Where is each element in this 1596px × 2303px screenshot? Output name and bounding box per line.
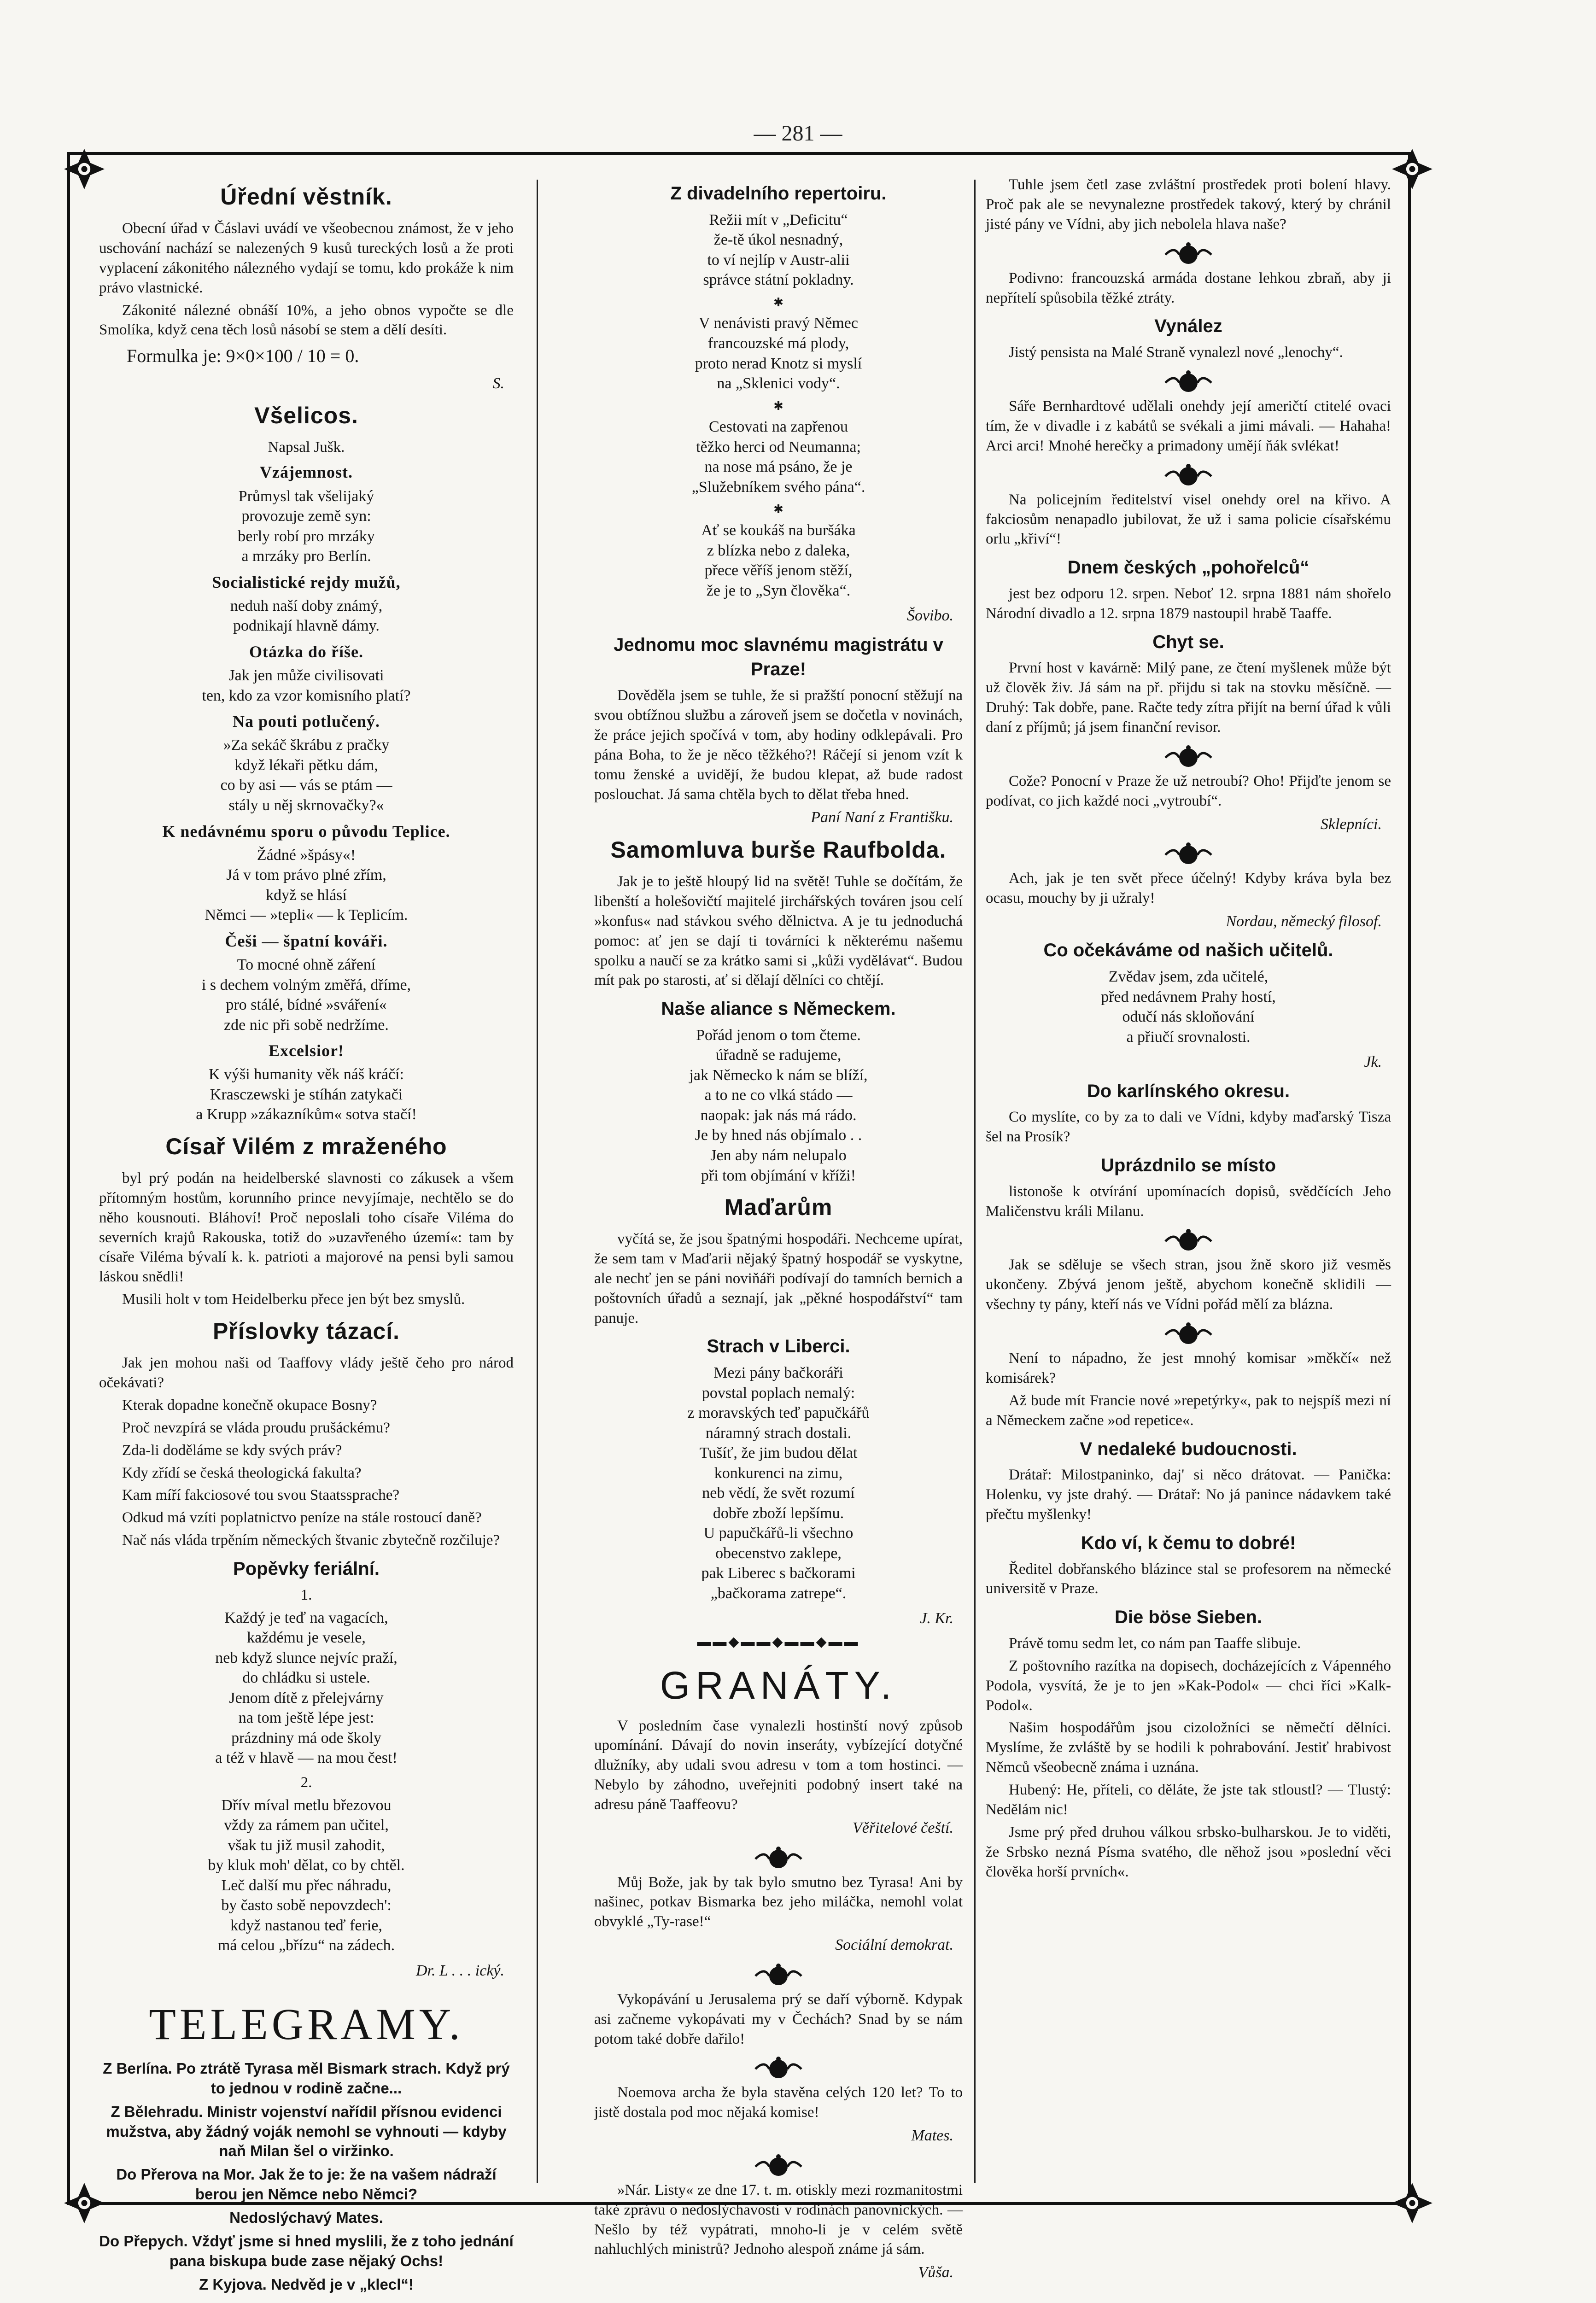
grenade-icon [746, 1845, 811, 1871]
section-title: Uprázdnilo se místo [1100, 1155, 1276, 1176]
grenade-icon [746, 1962, 811, 1988]
verse: K výši humanity věk náš kráčí: Krasczewski je stíhán zatykači a Krupp »zákazníkům« sotva stačí! [196, 1066, 417, 1123]
item-title: Na pouti potlučený. [232, 712, 380, 731]
paragraph: Proč nevzpírá se vláda proudu prušáckému? [122, 1419, 390, 1436]
paragraph: Vykopávání u Jerusalema prý se daří výborně. Kdypak asi začneme vykopávati my v Čechách? Snad by se nám potom také dobře dařilo! [594, 1991, 963, 2047]
paragraph: Kterak dopadne konečně okupace Bosny? [122, 1397, 377, 1414]
paragraph: listonoše k otvírání upomínacích dopisů, svědčících Jeho Maličenstvu králi Milanu. [986, 1183, 1391, 1220]
section-title: Samomluva burše Raufbolda. [610, 836, 947, 863]
section-title: Chyt se. [1152, 631, 1224, 652]
section-title: Příslovky tázací. [212, 1318, 400, 1344]
paragraph: vyčítá se, že jsou špatnými hospodáři. Nechceme upírat, že sem tam v Maďarii nějaký špatný hospodář se vyskytne, ale nechť jen se páni noviňáři podívají do tamních bernich a poštovních úřadů a seznají, jak „pěkné hospodářství“ tam panuje. [594, 1231, 963, 1327]
paragraph: Jistý pensista na Malé Straně vynalezl nové „lenochy“. [1009, 344, 1343, 361]
verse: Jak jen může civilisovati ten, kdo za vzor komisního platí? [202, 667, 411, 704]
paragraph: Jak je to ještě hloupý lid na světě! Tuhle se dočítám, že libenští a holešovičtí majitelé jirchářských továren jsou celí »konfus« nad stávkou svého dělnictva. A je tu jednoduchá pomoc: ať jen se dají ti továrníci k některému našemu spolku a naučí se za krátko sami si „kůži vydělávat“. Budou mít pak po starosti, ať si dělají dělníci co chtějí. [594, 873, 963, 989]
paragraph: Jsme prý před druhou válkou srbsko-bulharskou. Je to viděti, že Srbsko nezná Písma svatého, dle něhož jsou »poslední věci člověka horší prvních«. [986, 1824, 1391, 1880]
verse: Pořád jenom o tom čteme. úřadně se radujeme, jak Německo k nám se blíží, a to ne co vlká stádo — naopak: jak nás má rádo. Je by hned nás objímalo . . Jen aby nám nelupalo při tom objímání v kříži! [689, 1026, 868, 1184]
item-title: Vzájemnost. [260, 463, 353, 482]
paragraph: Jak se sděluje se všech stran, jsou žně skoro již vesměs ukončeny. Zbývá jenom ještě, abychom konečně sklidili — všechny ty pány, kteří nás ve Vídni pořád mělí za blázna. [986, 1257, 1391, 1313]
paragraph: Tuhle jsem četl zase zvláštní prostředek proti bolení hlavy. Proč pak ale se nevynalezne prostředek takový, který by chránil jisté pány ve Vídni, aby jich nebolela hlava naše? [986, 176, 1391, 233]
paragraph: Odkud má vzíti poplatnictvo peníze na stále rostoucí daně? [122, 1509, 482, 1526]
signature: Sklepníci. [1320, 815, 1382, 833]
verse: Cestovati na zapřenou těžko herci od Neumanna; na nose má psáno, že je „Služebníkem svého pána“. [691, 418, 865, 496]
paragraph: Podivno: francouzská armáda dostane lehkou zbraň, aby ji nepřítelí spůsobila těžké ztráty. [986, 269, 1391, 306]
section-title: Maďarům [724, 1194, 833, 1221]
signature: Vůša. [918, 2264, 953, 2281]
section-title: Kdo ví, k čemu to dobré! [1081, 1532, 1296, 1553]
verse: Zvědav jsem, zda učitelé, před nedávnem Prahy hostí, odučí nás skloňování a přiučí srovnalosti. [1101, 968, 1276, 1046]
section-title: Vynález [1154, 316, 1222, 337]
signature: Jk. [1364, 1053, 1382, 1071]
signature: S. [492, 374, 504, 392]
asterisk-divider-icon: ✱ [773, 295, 783, 309]
section-title: Do karlínského okresu. [1087, 1081, 1290, 1101]
stanza-number: 2. [300, 1774, 312, 1791]
paragraph: Až bude mít Francie nové »repetýrky«, pak to nejspíš mezi ní a Německem začne »od repetice«. [986, 1392, 1391, 1429]
section-title: Císař Vilém z mraženého [165, 1133, 447, 1159]
paragraph: Jak jen mohou naši od Taaffovy vlády ještě čeho pro národ očekávati? [99, 1355, 514, 1391]
section-title: Dnem českých „pohořelců“ [1067, 557, 1310, 578]
signature: Věřitelové čeští. [852, 1819, 953, 1836]
verse: Mezi pány bačkoráři povstal poplach nemalý: z moravských teď papučkářů náramný strach dostali. Tušíť, že jim budou dělat konkurenci na zimu, neb vědí, že svět rozumí dobře zboží lepšímu. U papučkářů-li všechno obecenstvo zaklepe, pak Liberec s bačkorami „bačkorama zatrepe“. [687, 1364, 870, 1602]
item-title: K nedávnému sporu o původu Teplice. [162, 822, 450, 841]
signature: Nordau, německý filosof. [1226, 912, 1382, 930]
item-title: Socialistické rejdy mužů, [212, 573, 401, 591]
paragraph: Z poštovního razítka na dopisech, docházejících z Vápenného Podola, vysvítá, že je to jen »Kak-Podol« — chci říci »Kalk-Podol«. [986, 1657, 1391, 1714]
paragraph: Ředitel dobřanského blázince stal se profesorem na německé universitě v Praze. [986, 1561, 1391, 1597]
telegram: Z Berlína. Po ztrátě Tyrasa měl Bismark strach. Když prý to jednou v rodině začne... [103, 2059, 510, 2097]
signature: Paní Naní z Františku. [811, 809, 953, 826]
paragraph: Ach, jak je ten svět přece účelný! Kdyby kráva byla bez ocasu, mouchy by ji užraly! [986, 870, 1391, 907]
section-title: Die böse Sieben. [1114, 1607, 1263, 1628]
paragraph: Musili holt v tom Heidelberku přece jen být bez smyslů. [122, 1291, 465, 1308]
corner-ornament-icon [1387, 2178, 1438, 2228]
section-title: TELEGRAMY. [149, 1999, 464, 2049]
section-title: Naše aliance s Německem. [661, 999, 896, 1019]
ornamental-divider-icon: ▬▬◆▬▬◆▬▬◆▬▬ [697, 1634, 860, 1649]
paragraph: Není to nápadno, že jest mnohý komisar »měkčí« než komisárek? [986, 1350, 1391, 1386]
section-title: Co očekáváme od našich učitelů. [1043, 940, 1333, 961]
column-rule [974, 180, 976, 2183]
paragraph: jest bez odporu 12. srpen. Neboť 12. srpna 1881 nám shořelo Národní divadlo a 12. srpna 1879 nastoupil hrabě Taaffe. [986, 585, 1391, 622]
telegram: Z Bělehradu. Ministr vojenství nařídil přísnou evidenci mužstva, aby žádný voják nemohl se vyhnouti — kdyby naň Milan šel o viržinko. [106, 2103, 507, 2160]
verse: Dřív míval metlu březovou vždy za rámem pan učitel, však tu již musil zahodit, by kluk moh' dělat, co by chtěl. Leč další mu přec náhradu, by často sobě nepovzdech': když nastanou teď ferie, má celou „břízu“ na zádech. [208, 1796, 405, 1954]
paragraph: Zákonité nálezné obnáší 10%, a jeho obnos vypočte se dle Smolíka, když cena těch losů násobí se stem a dělí desíti. [99, 302, 514, 339]
paragraph: Dověděla jsem se tuhle, že si pražští ponocní stěžují na svou obtížnou službu a zároveň jsem se dočetla v novinách, že práce jejich spočívá v tom, aby hodiny odklepávali. Pro pána Boha, to že je něco těžkého?! Ráčejí si jenom vzít k tomu ženské a uvidějí, že budou klepat, až bude radost poslouchat. Já sama chtěla bych to dělat třeba hned. [594, 687, 963, 803]
paragraph: Obecní úřad v Čáslavi uvádí ve všeobecnou známost, že v jeho uschování nachází se nalezených 9 kusů tureckých losů a že proti vyplacení zákonitého nálezného vydají se tomu, kdo prokáže k nim právo vlastnické. [99, 220, 514, 296]
column-3 [986, 175, 1391, 2188]
column-rule [537, 180, 538, 2183]
item-title: Otázka do říše. [249, 642, 363, 661]
signature: Šovibo. [906, 607, 953, 625]
paragraph: Kam míří fakciosové tou svou Staatssprache? [122, 1487, 400, 1504]
section-title: Z divadelního repertoiru. [670, 183, 887, 204]
grenade-icon [1156, 841, 1221, 867]
item-title: Češi — špatní kováři. [225, 931, 388, 950]
telegram: Z Kyjova. Nedvěd je v „klecl“! [199, 2275, 414, 2293]
paragraph: Právě tomu sedm let, co nám pan Taaffe slibuje. [1009, 1635, 1301, 1652]
verse: Každý je teď na vagacích, každému je vesele, neb když slunce nejvíc praží, do chládku si ustele. Jenom dítě z přelejvárny na tom ještě lépe jest: prázdniny má ode školy a též v hlavě — na mou čest! [215, 1609, 398, 1767]
paragraph: Sáře Bernhardtové udělali onehdy její američtí ctitelé ovaci tím, že v divadle i z kabátů se svékali a jimi mávali. — Hahaha! Arci arci! Mnohé herečky a primadony umějí ňák svlékat! [986, 397, 1391, 454]
verse: V nenávisti pravý Němec francouzské má plody, proto nerad Knotz si myslí na „Sklenici vody“. [695, 315, 862, 392]
grenade-icon [1156, 241, 1221, 267]
paragraph: V posledním čase vynalezli hostinští nový způsob upomínání. Dávají do novin inseráty, vybízející dotyčné dlužníky, aby udali svou adresu v tom a tom hostinci. — Nebylo by záhodno, uveřejniti podobný insert také na adresu páně Taaffeovu? [594, 1717, 963, 1813]
section-title: Popěvky feriální. [233, 1559, 380, 1579]
paragraph: Noemova archa že byla stavěna celých 120 let? To to jistě dostala pod moc nějaká komise! [594, 2084, 963, 2121]
verse: neduh naší doby známý, podnikají hlavně dámy. [230, 597, 383, 635]
verse: Ať se koukáš na buršáka z blízka nebo z daleka, přece věříš jenom stěží, že je to „Syn člověka“. [701, 522, 856, 599]
telegram: Do Přerova na Mor. Jak že to je: že na vašem nádraží berou jen Němce nebo Němci? [116, 2166, 497, 2203]
paragraph: byl prý podán na heidelberské slavnosti co zákusek a všem přítomným hostům, korunního prince nevyjímaje, nechtělo se do něho kousnouti. Bláhoví! Proč neposlali toho císaře Viléma do severních krajů Rakouska, totiž do »uzavřeného území«: tam by císaře Viléma bývalí k. k. patrioti a majorové na pensi byli samou láskou snědli! [99, 1169, 514, 1286]
grenade-icon [746, 2153, 811, 2179]
paragraph: Našim hospodářům jsou cizoložníci se němečtí dělníci. Myslíme, že zvláště by se hodili k pohrabování. Jestiť hrabivost Němců všeobecně známa i uznána. [986, 1719, 1391, 1776]
paragraph: Můj Bože, jak by tak bylo smutno bez Tyrasa! Ani by našinec, potkav Bismarka bez jeho miláčka, nemohl volat obvyklé „Ty-rase!“ [594, 1874, 963, 1930]
column-2 [594, 175, 963, 2281]
section-title: GRANÁTY. [660, 1663, 897, 1707]
verse: »Za sekáč škrábu z pračky když lékaři pětku dám, co by asi — vás se ptám — stály u něj skrnovačky?« [220, 736, 392, 814]
telegram-signature: Nedoslýchavý Mates. [229, 2209, 383, 2227]
grenade-icon [1156, 744, 1221, 770]
telegram: Do Přepych. Vždyť jsme si hned myslili, že z toho jednání pana biskupa bude zase nějaký Ochs! [99, 2233, 514, 2269]
paragraph: Co myslíte, co by za to dali ve Vídni, kdyby maďarský Tisza šel na Prosík? [986, 1109, 1391, 1146]
grenade-icon [1156, 462, 1221, 488]
formula: Formulka je: 9×0×100 / 10 = 0. [127, 345, 359, 367]
grenade-icon [1156, 369, 1221, 395]
column-1 [99, 175, 514, 2293]
grenade-icon [1156, 1227, 1221, 1253]
signature: J. Kr. [920, 1610, 953, 1627]
stanza-number: 1. [300, 1586, 312, 1603]
signature: Dr. L . . . ický. [415, 1962, 504, 1979]
section-title: Úřední věstník. [220, 184, 392, 210]
grenade-icon [746, 2055, 811, 2081]
section-title: Jednomu moc slavnému magistrátu v Praze! [614, 634, 943, 680]
paragraph: Zda-li doděláme se kdy svých práv? [122, 1442, 342, 1459]
paragraph: První host v kavárně: Milý pane, ze čtení myšlenek může být už člověk živ. Já sám na př. přijdu si tak na stovku měsíčně. — Druhý: Tak dobře, pane. Račte tedy zítra přijít na berní úřad k vůli daní z příjmů; já jsem finanční revisor. [986, 660, 1391, 736]
corner-ornament-icon [1387, 144, 1438, 194]
byline: Napsal Jušk. [268, 439, 345, 456]
page-number: — 281 — [754, 121, 842, 146]
verse: Žádné »špásy«! Já v tom právo plné zřím, když se hlásí Němci — »tepli« — k Teplicím. [205, 846, 408, 924]
grenade-icon [1156, 1321, 1221, 1347]
paragraph: Na policejním ředitelství visel onehdy orel na křivo. A fakciosům nenapadlo jubilovat, že už i sama policie císařskému orlu „křiví“! [986, 491, 1391, 548]
paragraph: Drátař: Milostpaninko, daj' si něco drátovat. — Panička: Holenku, vy jste drahý. — Drátař: No já panince nádavkem také přečtu myšlenky! [986, 1467, 1391, 1523]
paragraph: Cože? Ponocní v Praze že už netroubí? Oho! Přijďte jenom se podívat, co jich každé noci „vytroubí“. [986, 772, 1391, 809]
signature: Mates. [911, 2127, 953, 2145]
paragraph: Kdy zřídí se česká theologická fakulta? [122, 1464, 362, 1481]
verse: To mocné ohně záření i s dechem volným změřá, dříme, pro stálé, bídné »sváření« zde nic při sobě nedržíme. [201, 956, 411, 1034]
asterisk-divider-icon: ✱ [773, 399, 783, 413]
section-title: Všelicos. [254, 403, 358, 429]
paragraph: Hubený: He, příteli, co děláte, že jste tak stloustl? — Tlustý: Nedělám nic! [986, 1782, 1391, 1818]
item-title: Excelsior! [269, 1041, 344, 1060]
paragraph: »Nár. Listy« ze dne 17. t. m. otiskly mezi rozmanitostmi také zprávu o nedoslýchavosti v rodinách panovnických. — Nešlo by též vypátrati, mnoho-li je v celém světě nahluchlých ministrů? Jednoho alespoň známe já sám. [594, 2181, 963, 2258]
section-title: V nedaleké budoucnosti. [1080, 1438, 1297, 1459]
verse: Režii mít v „Deficitu“ že-tě úkol nesnadný, to ví nejlíp v Austr-alii správce státní pokladny. [703, 211, 854, 289]
paragraph: Nač nás vláda trpěním německých štvanic zbytečně rozčiluje? [122, 1532, 500, 1549]
section-title: Strach v Liberci. [707, 1336, 850, 1357]
signature: Sociální demokrat. [835, 1936, 953, 1954]
asterisk-divider-icon: ✱ [773, 503, 783, 516]
verse: Průmysl tak všelijaký provozuje země syn: berly robí pro mrzáky a mrzáky pro Berlín. [238, 487, 375, 565]
